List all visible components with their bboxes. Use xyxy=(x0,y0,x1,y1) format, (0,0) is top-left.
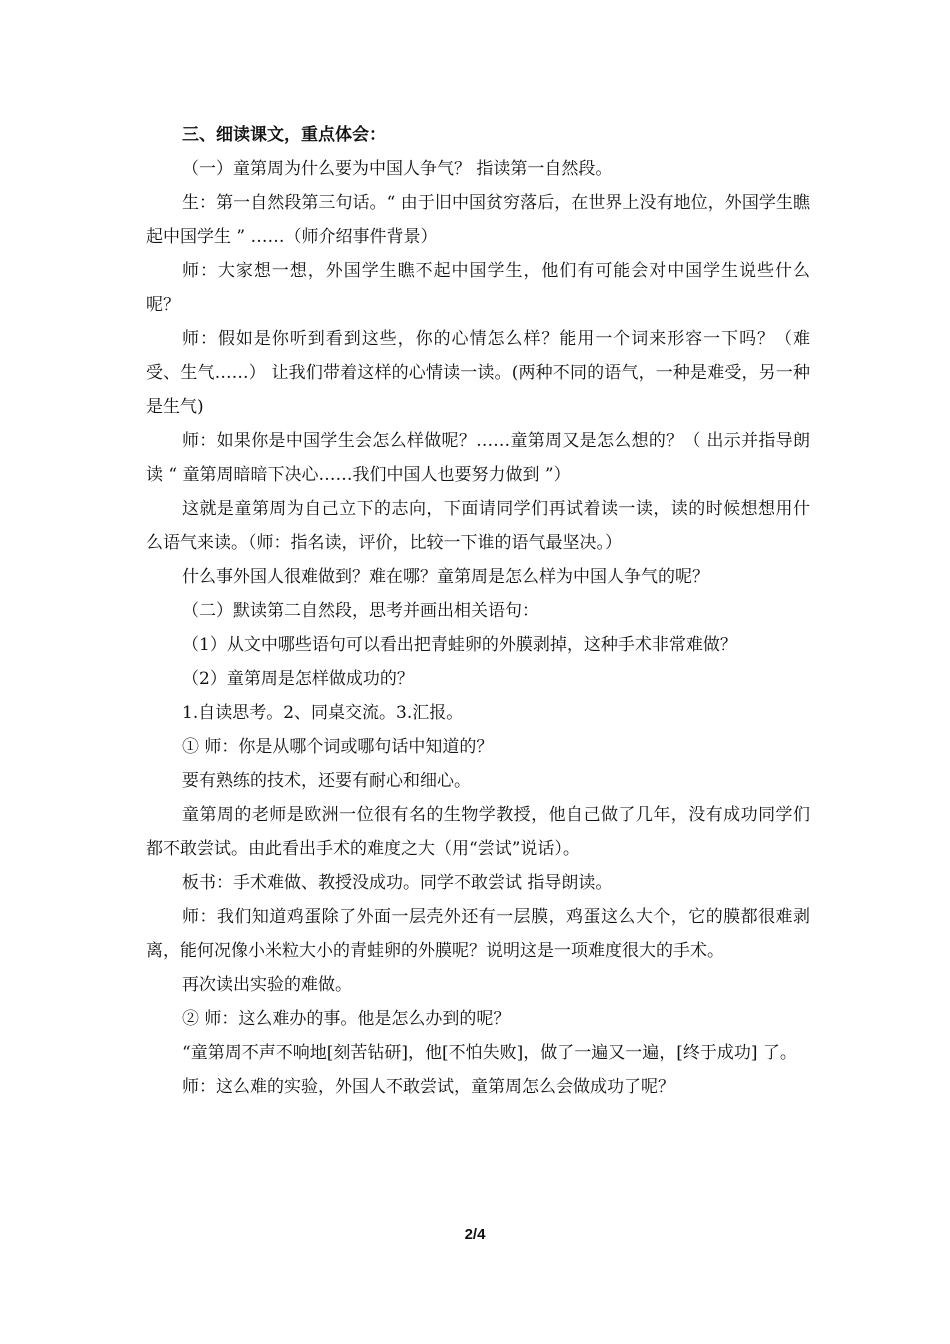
paragraph: 再次读出实验的难做。 xyxy=(182,975,352,995)
paragraph: 师：我们知道鸡蛋除了外面一层壳外还有一层膜，鸡蛋这么大个，它的膜都很难剥离，能何况像小米粒大小的青蛙卵的外膜呢？说明这是一项难度很大的手术。 xyxy=(146,907,810,961)
paragraph: （一）童第周为什么要为中国人争气？ 指读第一自然段。 xyxy=(182,159,613,179)
paragraph: 师：大家想一想，外国学生瞧不起中国学生，他们有可能会对中国学生说些什么呢？ xyxy=(146,261,810,315)
document-body xyxy=(146,118,810,1104)
paragraph: （1）从文中哪些语句可以看出把青蛙卵的外膜剥掉，这种手术非常难做？ xyxy=(182,635,737,655)
section-heading: 三、细读课文，重点体会： xyxy=(182,125,386,145)
paragraph: 生：第一自然段第三句话。“ 由于旧中国贫穷落后，在世界上没有地位，外国学生瞧起中国学生 ” ……（师介绍事件背景） xyxy=(146,193,810,247)
paragraph: 什么事外国人很难做到？难在哪？童第周是怎么样为中国人争气的呢？ xyxy=(182,567,709,587)
paragraph: 要有熟练的技术，还要有耐心和细心。 xyxy=(182,771,471,791)
paragraph: 师：假如是你听到看到这些，你的心情怎么样？能用一个词来形容一下吗？（难受、生气……） 让我们带着这样的心情读一读。(两种不同的语气，一种是难受，另一种是生气) xyxy=(146,329,810,417)
page-number: 2/4 xyxy=(464,1226,486,1243)
paragraph: 师：这么难的实验，外国人不敢尝试，童第周怎么会做成功了呢？ xyxy=(182,1077,675,1097)
paragraph: 师：如果你是中国学生会怎么样做呢？……童第周又是怎么想的？（ 出示并指导朗读 “ 童第周暗暗下决心……我们中国人也要努力做到 ”） xyxy=(146,431,810,485)
paragraph: 这就是童第周为自己立下的志向，下面请同学们再试着读一读，读的时候想想用什么语气来读。（师：指名读，评价，比较一下谁的语气最坚决。） xyxy=(146,499,810,553)
paragraph: （2）童第周是怎样做成功的？ xyxy=(182,669,414,689)
paragraph: 童第周的老师是欧洲一位很有名的生物学教授，他自己做了几年，没有成功同学们都不敢尝试。由此看出手术的难度之大（用“尝试”说话）。 xyxy=(146,805,810,859)
paragraph: 板书：手术难做、教授没成功。同学不敢尝试 指导朗读。 xyxy=(182,873,613,893)
paragraph: “童第周不声不响地[刻苦钻研]，他[不怕失败]，做了一遍又一遍，[终于成功] 了。 xyxy=(182,1043,797,1063)
paragraph: ② 师：这么难办的事。他是怎么办到的呢？ xyxy=(182,1009,511,1029)
paragraph: 1.自读思考。2、同桌交流。3.汇报。 xyxy=(182,703,464,723)
paragraph: ① 师：你是从哪个词或哪句话中知道的？ xyxy=(182,737,494,757)
paragraph: （二）默读第二自然段，思考并画出相关语句： xyxy=(182,601,539,621)
